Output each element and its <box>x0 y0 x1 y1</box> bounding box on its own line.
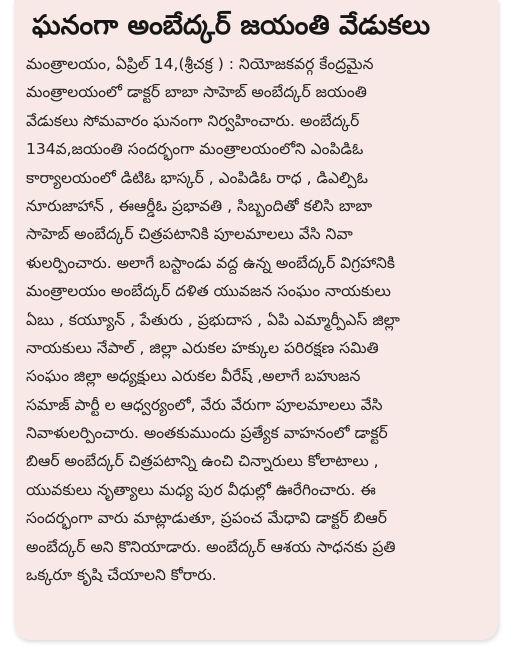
article-line: మంత్రాలయంలో డాక్టర్ బాబా సాహెబ్ అంబేద్కర్ జయంతి <box>26 83 367 102</box>
newspaper-clipping <box>14 0 498 640</box>
article-line: సంఘం జిల్లా అధ్యక్షులు ఎరుకల వీరేష్ ,అలాగే బహుజన <box>26 367 361 386</box>
article-line: సందర్భంగా వారు మాట్లాడుతూ, ప్రపంచ మేధావి డాక్టర్ బిఆర్ <box>26 509 387 528</box>
article-line: మంత్రాలయం, ఏప్రిల్ 14,(శ్రీచక్ర ) : నియోజకవర్గ కేంద్రమైన <box>26 55 374 73</box>
article-line: మంత్రాలయం అంబేద్కర్ దళిత యువజన సంఘం నాయకులు <box>26 282 391 301</box>
article-line: నూరుజాహాన్ , ఈఆర్డీఓ ప్రభావతి , సిబ్బందితో కలిసి బాబా <box>26 196 373 215</box>
article-line: సమాజ్ పార్టీ ల ఆధ్వర్యంలో, వేరు వేరుగా పూలమాలలు వేసి <box>26 395 383 414</box>
article-line: అంబేద్కర్ అని కొనియాడారు. అంబేద్కర్ ఆశయ సాధనకు ప్రతి <box>26 537 396 556</box>
article-line: ఏబు , కయ్యూన్ , పేతురు , ప్రభుదాస , ఏపి ఎమ్మార్పీఎస్ జిల్లా <box>26 310 400 329</box>
article-headline: ఘనంగా అంబేద్కర్ జయంతి వేడుకలు <box>32 10 431 41</box>
article-body <box>26 50 488 589</box>
article-line: బిఆర్ అంబేద్కర్ చిత్రపటాన్ని ఉంచి చిన్నారులు కోలాటాలు , <box>26 452 379 471</box>
article-line: 134వ,జయంతి సందర్భంగా మంత్రాలయంలోని ఎంపిడిఓ <box>26 140 364 159</box>
article-line: వేడుకలు సోమవారం ఘనంగా నిర్వహించారు. అంబేద్కర్ <box>26 111 360 130</box>
article-line: సాహెబ్ అంబేద్కర్ చిత్రపటానికి పూలమాలలు వేసి నివా <box>26 225 353 244</box>
article-line: ళులర్పించారు. అలాగే బస్టాండు వద్ద ఉన్న అంబేద్కర్ విగ్రహానికి <box>26 253 395 272</box>
article-line: ఒక్కరూ కృషి చేయాలని కోరారు. <box>26 566 217 585</box>
article-line: యువకులు నృత్యాలు మధ్య పుర వీధుల్లో ఊరేగించారు. ఈ <box>26 480 376 499</box>
article-line: నాయకులు నేపాల్ , జిల్లా ఎరుకల హక్కుల పరిరక్షణ సమితి <box>26 338 379 357</box>
article-line: నివాళులర్పించారు. అంతకుముందు ప్రత్యేక వాహనంలో డాక్టర్ <box>26 424 388 443</box>
article-line: కార్యాలయంలో డిటిఓ భాస్కర్ , ఎంపిడిఓ రాధ , డిఎల్పిఓ <box>26 168 369 187</box>
